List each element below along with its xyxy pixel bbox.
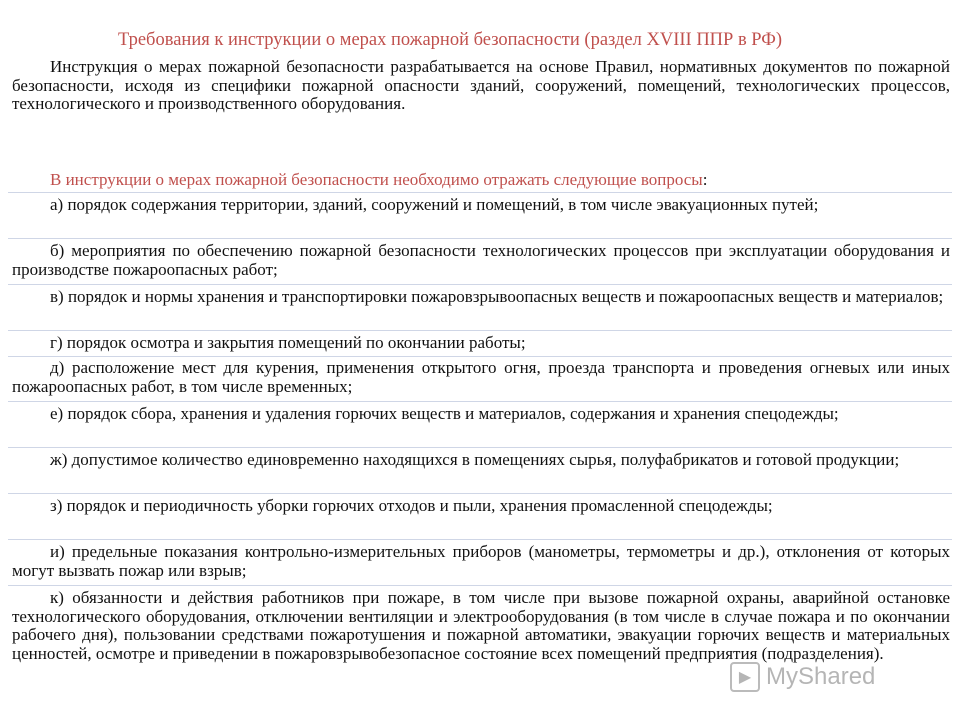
list-item-b: б) мероприятия по обеспечению пожарной безопасности технологических процессов при эксплуатации оборудования и производстве пожароопасных работ; <box>12 241 950 279</box>
list-item-v: в) порядок и нормы хранения и транспортировки пожаровзрывоопасных веществ и пожароопасных веществ и материалов; <box>50 287 944 306</box>
list-item-a: а) порядок содержания территории, зданий, сооружений и помещений, в том числе эвакуационных путей; <box>50 195 819 214</box>
list-heading-text: В инструкции о мерах пожарной безопасности необходимо отражать следующие вопросы <box>50 170 703 189</box>
separator <box>8 493 952 494</box>
separator <box>8 330 952 331</box>
separator <box>8 192 952 193</box>
list-item-z: з) порядок и периодичность уборки горючих отходов и пыли, хранения промасленной спецодежды; <box>50 496 773 515</box>
watermark-text: MyShared <box>766 663 876 690</box>
list-heading-colon: : <box>702 170 708 189</box>
slide-title: Требования к инструкции о мерах пожарной безопасности (раздел XVIII ППР в РФ) <box>118 30 783 50</box>
separator <box>8 284 952 285</box>
separator <box>8 401 952 402</box>
list-item-g: г) порядок осмотра и закрытия помещений по окончании работы; <box>50 333 526 352</box>
list-item-e: е) порядок сбора, хранения и удаления горючих веществ и материалов, содержания и хранения спецодежды; <box>50 404 839 423</box>
separator <box>8 539 952 540</box>
list-item-zh: ж) допустимое количество единовременно находящихся в помещениях сырья, полуфабрикатов и готовой продукции; <box>50 450 900 469</box>
list-item-d: д) расположение мест для курения, применения открытого огня, проезда транспорта и проведения огневых или иных пожароопасных работ, в том числе временных; <box>12 358 950 396</box>
list-heading <box>50 170 950 190</box>
list-item-k: к) обязанности и действия работников при пожаре, в том числе при вызове пожарной охраны, аварийной остановке технологического оборудования, отключении вентиляции и электрооборудования (в том числе в случае пожара и по окончании рабочего дня), пользовании средствами пожаротушения и пожарной автоматики, эвакуации горючих веществ и материальных ценностей, осмотре и приведении в пожаровзрывобезопасное состояние всех помещений предприятия (подразделения). <box>12 588 950 663</box>
intro-paragraph: Инструкция о мерах пожарной безопасности разрабатывается на основе Правил, нормативных документов по пожарной безопасности, исходя из специфики пожарной опасности зданий, сооружений, помещений, технологических процессов, технологического и производственного оборудования. <box>12 57 950 113</box>
slideshow-icon: ▶ <box>730 662 760 692</box>
separator <box>8 238 952 239</box>
watermark <box>730 660 950 694</box>
separator <box>8 356 952 357</box>
list-item-i: и) предельные показания контрольно-измерительных приборов (манометры, термометры и др.), отклонения от которых могут вызвать пожар или взрыв; <box>12 542 950 580</box>
separator <box>8 447 952 448</box>
separator <box>8 585 952 586</box>
